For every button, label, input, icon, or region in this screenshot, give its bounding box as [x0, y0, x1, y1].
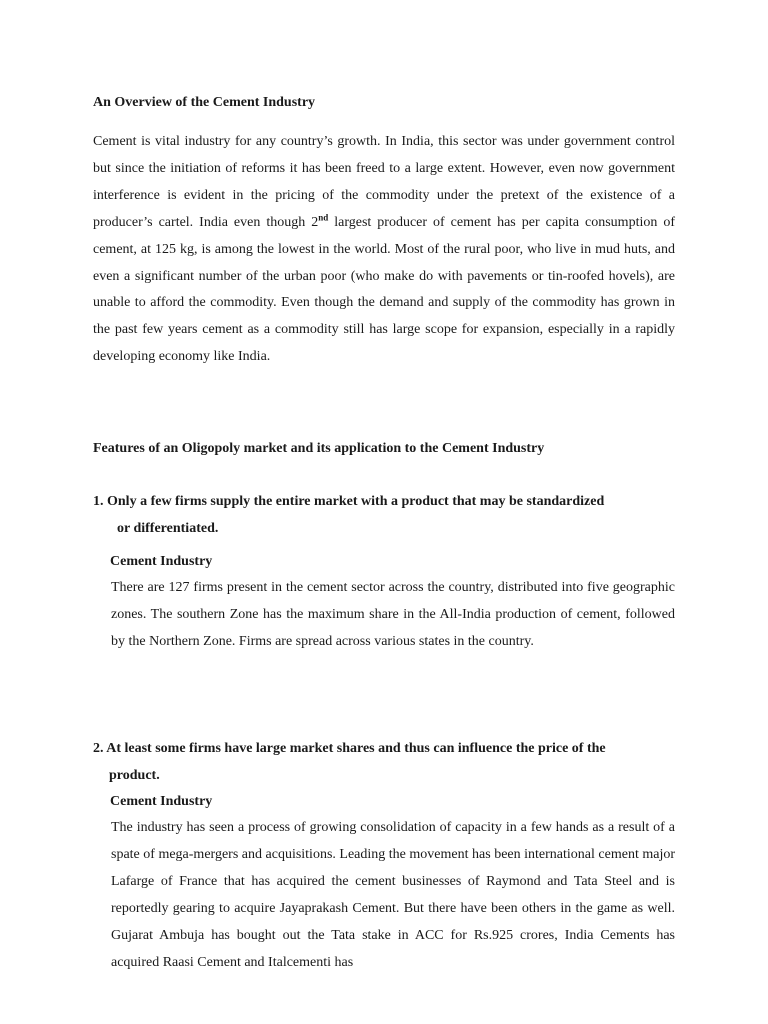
document-title: An Overview of the Cement Industry: [93, 95, 316, 110]
feature-number-2: 2.: [93, 741, 104, 756]
feature-body-2: The industry has seen a process of growing consolidation of capacity in a few hands as a result of a spate of mega-mergers and acquisitions. Leading the movement has been international cement major Lafarge of France that has acquired the cement businesses of Raymond and Tata Steel and is reportedly gearing to acquire Jayaprakash Cement. But there have been others in the game as well. Gujarat Ambuja has bought out the Tata stake in ACC for Rs.925 crores, India Cements has acquired Raasi Cement and Italcementi has: [111, 820, 675, 970]
feature-number-1: 1.: [93, 494, 104, 509]
feature-heading-1: [93, 489, 673, 542]
feature-heading-2-line1: At least some firms have large market shares and thus can influence the price of the: [103, 741, 606, 756]
feature-heading-2: [93, 736, 673, 789]
feature-heading-2-line2: product.: [109, 767, 160, 783]
ordinal-superscript: nd: [318, 212, 329, 223]
feature-subheading-2: Cement Industry: [110, 794, 213, 809]
intro-text-part1: Cement is vital industry for any country’s growth. In India, this sector was under government control but since the initiation of reforms it has been freed to a large extent. However, even now government interference is evident in the pricing of the commodity under the pretext of the existence of a producer’s cartel. India even though 2: [93, 134, 675, 230]
feature-body-1: There are 127 firms present in the cement sector across the country, distributed into five geographic zones. The southern Zone has the maximum share in the All-India production of cement, followed by the Northern Zone. Firms are spread across various states in the country.: [111, 580, 675, 649]
feature-heading-1-line2: or differentiated.: [117, 520, 219, 536]
intro-paragraph: [93, 129, 675, 371]
section-heading: Features of an Oligopoly market and its application to the Cement Industry: [93, 441, 545, 456]
intro-text-part2: largest producer of cement has per capita consumption of cement, at 125 kg, is among the lowest in the world. Most of the rural poor, who live in mud huts, and even a significant number of the urban poor (who make do with pavements or tin-roofed hovels), are unable to afford the commodity. Even though the demand and supply of the commodity has grown in the past few years cement as a commodity still has large scope for expansion, especially in a rapidly developing economy like India.: [93, 214, 676, 365]
feature-heading-1-line1: Only a few firms supply the entire market with a product that may be standardized: [103, 494, 605, 509]
feature-subheading-1: Cement Industry: [110, 554, 213, 569]
